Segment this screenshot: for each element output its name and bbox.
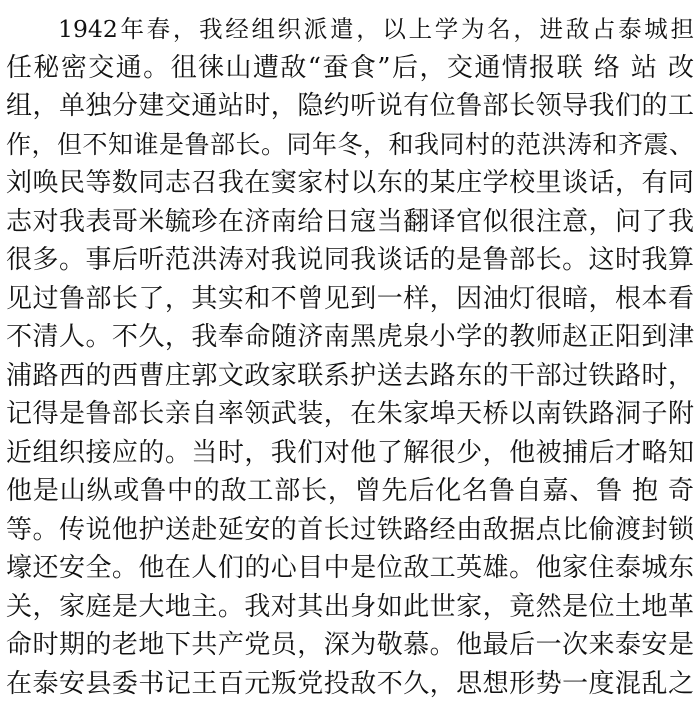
text-line: 见过鲁部长了，其实和不曾见到一样，因油灯很暗，根本看 <box>6 283 694 314</box>
text-line: 刘唤民等数同志召我在窦家村以东的某庄学校里谈话，有同 <box>6 168 694 198</box>
text-line: 等。传说他护送赴延安的首长过铁路经由敌据点比偷渡封锁 <box>6 514 694 545</box>
text-line: 他是山纵或鲁中的敌工部长，曾先后化名鲁自嘉、鲁 抱 奇 <box>6 476 694 506</box>
text-line: 志对我表哥米毓珍在济南给日寇当翻译官似很注意，问了我 <box>6 206 694 237</box>
text-line: 任秘密交通。徂徕山遭敌“蚕食”后，交通情报联 络 站 改 <box>6 52 694 83</box>
text-line: 壕还安全。他在人们的心目中是位敌工英雄。他家住泰城东 <box>6 553 694 583</box>
text-line: 组，单独分建交通站时，隐约听说有位鲁部长领导我们的工 <box>6 91 694 121</box>
text-line: 近组织接应的。当时，我们对他了解很少，他被捕后才略知 <box>6 437 694 468</box>
text-line: 命时期的老地下共产党员，深为敬慕。他最后一次来泰安是 <box>6 630 694 660</box>
text-line: 1942年春，我经组织派遣，以上学为名，进敌占泰城担 <box>58 15 694 43</box>
text-line: 浦路西的西曹庄郭文政家联系护送去路东的干部过铁路时， <box>6 360 694 391</box>
text-line: 不清人。不久，我奉命随济南黑虎泉小学的教师赵正阳到津 <box>6 322 694 352</box>
text-line: 在泰安县委书记王百元叛党投敌不久，思想形势一度混乱之 <box>6 668 694 699</box>
body-text <box>6 10 694 703</box>
text-line: 关，家庭是大地主。我对其出身如此世家，竟然是位土地革 <box>6 591 694 622</box>
text-line: 很多。事后听范洪涛对我说同我谈话的是鲁部长。这时我算 <box>6 245 694 275</box>
text-line: 作，但不知谁是鲁部长。同年冬，和我同村的范洪涛和齐震、 <box>6 129 694 159</box>
text-line: 记得是鲁部长亲自率领武装，在朱家埠天桥以南铁路洞子附 <box>6 399 694 429</box>
